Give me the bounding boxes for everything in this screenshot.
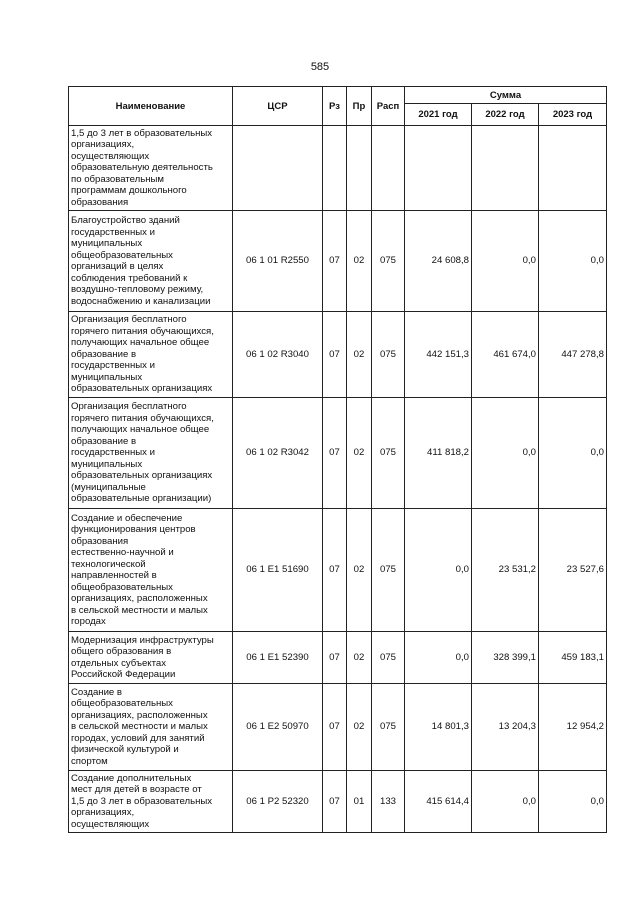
table-row <box>69 211 607 312</box>
table-header <box>69 87 607 126</box>
table-row <box>69 398 607 509</box>
row-rasp: 075 <box>372 398 405 509</box>
table-row <box>69 632 607 684</box>
row-2023: 23 527,6 <box>539 509 607 632</box>
row-rz: 07 <box>323 771 347 833</box>
row-rz: 07 <box>323 312 347 398</box>
row-name: Благоустройство зданий государственных и муниципальных общеобразовательных организаций в целях соблюдения требований к воздушно-тепловому режиму, водоснабжению и канализации <box>69 211 233 312</box>
row-pr <box>347 126 372 211</box>
row-2021: 0,0 <box>405 632 472 684</box>
row-2023: 459 183,1 <box>539 632 607 684</box>
header-csr: ЦСР <box>233 87 323 126</box>
row-pr: 01 <box>347 771 372 833</box>
row-csr: 06 1 P2 52320 <box>233 771 323 833</box>
row-2023: 12 954,2 <box>539 684 607 771</box>
row-pr: 02 <box>347 632 372 684</box>
table-row <box>69 126 607 211</box>
row-2021: 442 151,3 <box>405 312 472 398</box>
row-2021 <box>405 126 472 211</box>
row-name: 1,5 до 3 лет в образовательных организациях, осуществляющих образовательную деятельность по образовательным программам дошкольного образования <box>69 126 233 211</box>
row-rz: 07 <box>323 509 347 632</box>
header-year-2021: 2021 год <box>405 104 472 126</box>
header-sum: Сумма <box>405 87 607 104</box>
table-row <box>69 312 607 398</box>
row-2022: 328 399,1 <box>472 632 539 684</box>
header-year-2022: 2022 год <box>472 104 539 126</box>
row-2021: 0,0 <box>405 509 472 632</box>
header-rasp: Расп <box>372 87 405 126</box>
row-rasp: 075 <box>372 312 405 398</box>
row-rasp: 133 <box>372 771 405 833</box>
row-pr: 02 <box>347 312 372 398</box>
row-name: Создание в общеобразовательных организациях, расположенных в сельской местности и малых городах, условий для занятий физической культурой и спортом <box>69 684 233 771</box>
row-name: Организация бесплатного горячего питания обучающихся, получающих начальное общее образование в государственных и муниципальных образовательных организациях (муниципальные образовательные организации) <box>69 398 233 509</box>
row-2022 <box>472 126 539 211</box>
row-csr: 06 1 02 R3040 <box>233 312 323 398</box>
row-2022: 0,0 <box>472 771 539 833</box>
table-row <box>69 509 607 632</box>
row-2023: 0,0 <box>539 211 607 312</box>
row-rz: 07 <box>323 684 347 771</box>
row-2022: 0,0 <box>472 398 539 509</box>
header-rz: Рз <box>323 87 347 126</box>
row-2021: 411 818,2 <box>405 398 472 509</box>
row-csr: 06 1 E1 51690 <box>233 509 323 632</box>
row-2023: 0,0 <box>539 771 607 833</box>
row-rz <box>323 126 347 211</box>
header-year-2023: 2023 год <box>539 104 607 126</box>
page-number: 585 <box>310 61 330 73</box>
header-pr: Пр <box>347 87 372 126</box>
row-rasp <box>372 126 405 211</box>
row-2022: 23 531,2 <box>472 509 539 632</box>
budget-table <box>68 86 607 833</box>
row-rz: 07 <box>323 632 347 684</box>
row-2023: 447 278,8 <box>539 312 607 398</box>
row-2022: 0,0 <box>472 211 539 312</box>
header-name: Наименование <box>69 87 233 126</box>
row-name: Создание дополнительных мест для детей в возрасте от 1,5 до 3 лет в образовательных организациях, осуществляющих <box>69 771 233 833</box>
table-row <box>69 771 607 833</box>
row-2022: 13 204,3 <box>472 684 539 771</box>
row-csr: 06 1 02 R3042 <box>233 398 323 509</box>
row-pr: 02 <box>347 684 372 771</box>
row-2023: 0,0 <box>539 398 607 509</box>
row-pr: 02 <box>347 509 372 632</box>
row-csr: 06 1 01 R2550 <box>233 211 323 312</box>
row-csr <box>233 126 323 211</box>
row-pr: 02 <box>347 211 372 312</box>
row-rz: 07 <box>323 398 347 509</box>
row-rasp: 075 <box>372 632 405 684</box>
row-2022: 461 674,0 <box>472 312 539 398</box>
row-2021: 14 801,3 <box>405 684 472 771</box>
row-rasp: 075 <box>372 684 405 771</box>
row-rasp: 075 <box>372 509 405 632</box>
row-csr: 06 1 E1 52390 <box>233 632 323 684</box>
row-name: Создание и обеспечение функционирования центров образования естественно-научной и технологической направленностей в общеобразовательных организациях, расположенных в сельской местности и малых городах <box>69 509 233 632</box>
row-rz: 07 <box>323 211 347 312</box>
row-2021: 415 614,4 <box>405 771 472 833</box>
row-csr: 06 1 E2 50970 <box>233 684 323 771</box>
row-name: Модернизация инфраструктуры общего образования в отдельных субъектах Российской Федерации <box>69 632 233 684</box>
table-row <box>69 684 607 771</box>
row-2021: 24 608,8 <box>405 211 472 312</box>
row-name: Организация бесплатного горячего питания обучающихся, получающих начальное общее образование в государственных и муниципальных образовательных организациях <box>69 312 233 398</box>
row-rasp: 075 <box>372 211 405 312</box>
row-pr: 02 <box>347 398 372 509</box>
row-2023 <box>539 126 607 211</box>
